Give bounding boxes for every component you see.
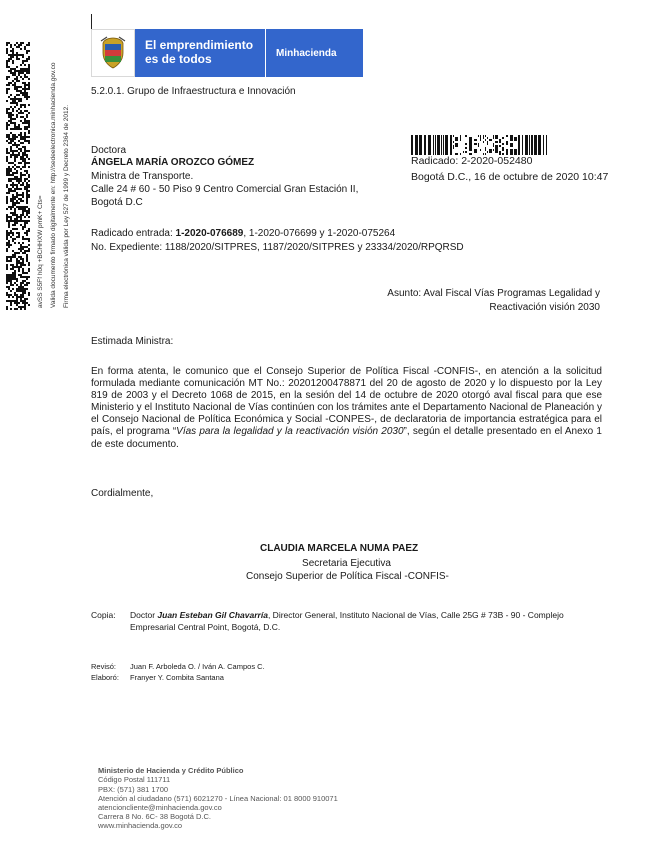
footer-pbx: PBX: (571) 381 1700 [98,785,169,794]
entry-first-number: 1-2020-076689 [175,228,244,239]
copy-prefix: Doctor [130,610,158,620]
reviewed-by: Juan F. Arboleda O. / Iván A. Campos C. [130,662,265,671]
banner-line-2: es de todos [145,52,212,66]
copy-label: Copia: [91,610,116,620]
signer-org: Consejo Superior de Política Fiscal -CONFIS- [246,571,449,582]
banner-line-1: El emprendimiento [145,38,254,52]
side-validation-line: Valida documento firmado digitalmente en: http://sedeelectronica.minhacienda.gov.co [50,62,57,308]
subject-line-1: Asunto: Aval Fiscal Vías Programas Legalidad y [387,288,600,299]
radicado-date: Bogotá D.C., 16 de octubre de 2020 10:47 [411,171,609,183]
signer-name: CLAUDIA MARCELA NUMA PAEZ [260,543,419,554]
copy-line-1 [130,610,564,620]
copy-line-2: Empresarial Central Point, Bogotá, D.C. [130,622,281,632]
greeting: Estimada Ministra: [91,336,174,347]
banner-slogan [135,29,265,77]
side-law-line: Firma electrónica válida por Ley 527 de 1999 y Decreto 2364 de 2012. [63,104,70,308]
recipient-name: ÁNGELA MARÍA OROZCO GÓMEZ [91,157,255,168]
entry-radicado [91,228,395,240]
header-banner [91,29,363,77]
copy-person: Juan Esteban Gil Chavarría [157,610,268,620]
signer-role: Secretaria Ejecutiva [302,558,391,569]
text-cursor [91,14,92,30]
expediente-number: No. Expediente: 1188/2020/SITPRES, 1187/2020/SITPRES y 23334/2020/RPQRSD [91,242,464,253]
recipient-title: Doctora [91,145,127,156]
coat-of-arms-icon [98,35,128,71]
body-part-1: En forma atenta, le comunico que el Consejo Superior de Política Fiscal -CONFIS-, en atención a la solicitud formulada mediante comunicación MT No.: 20201200478871 del 20 de agosto de 2020 y lo dispuesto por la Ley 819 de 2003 y el Decreto 1068 de 2015, en la sesión del 14 de octubre de 2020 otorgó aval fiscal para que ese Ministerio y el Instituto Nacional de Vías continúen con los trámites ante el Departamento Nacional de Planeación y el Consejo Nacional de Política Económica y Social -CONPES-, de declaratoria de importancia estratégica para el país, el programa “ [91,366,602,438]
footer-web[interactable]: www.minhacienda.gov.co [98,821,183,830]
reviewed-label: Revisó: [91,662,117,671]
subject-line-2: Reactivación visión 2030 [489,302,600,313]
side-barcode [6,42,30,310]
recipient-role: Ministra de Transporte. [91,171,194,182]
footer-ministry: Ministerio de Hacienda y Crédito Público [98,766,244,775]
office-code: 5.2.0.1. Grupo de Infraestructura e Innovación [91,86,296,97]
footer-attention: Atención al ciudadano (571) 6021270 - Línea Nacional: 01 8000 910071 [98,794,338,803]
side-code-line: avSS S5Ff h0q +BCHHXW pmK+ Cts= [37,195,44,308]
recipient-address: Calle 24 # 60 - 50 Piso 9 Centro Comercial Gran Estación II, [91,184,359,195]
footer-email[interactable]: atencioncliente@minhacienda.gov.co [98,803,222,812]
footer-postal: Código Postal 111711 [98,775,171,784]
copy-line-1-rest: , Director General, Instituto Nacional de Vías, Calle 25G # 73B - 90 - Complejo [267,610,564,620]
closing: Cordialmente, [91,488,154,499]
coat-of-arms-logo [91,29,135,77]
program-name: Vías para la legalidad y la reactivación visión 2030 [176,426,404,438]
body-part-2: ”, según el detalle presentado en el Anexo 1 de este documento. [91,426,602,450]
banner-ministry: Minhacienda [266,29,363,77]
radicado-number: Radicado: 2-2020-052480 [411,155,533,167]
footer-address: Carrera 8 No. 6C- 38 Bogotá D.C. [98,812,211,821]
entry-other-numbers: , 1-2020-076699 y 1-2020-075264 [243,228,396,239]
body-paragraph [91,366,602,451]
recipient-city: Bogotá D.C [91,197,143,208]
entry-label: Radicado entrada: [91,228,176,239]
banner-divider [265,38,266,68]
radicado-barcode [411,135,547,155]
prepared-label: Elaboró: [91,673,119,682]
prepared-by: Franyer Y. Combita Santana [130,673,224,682]
